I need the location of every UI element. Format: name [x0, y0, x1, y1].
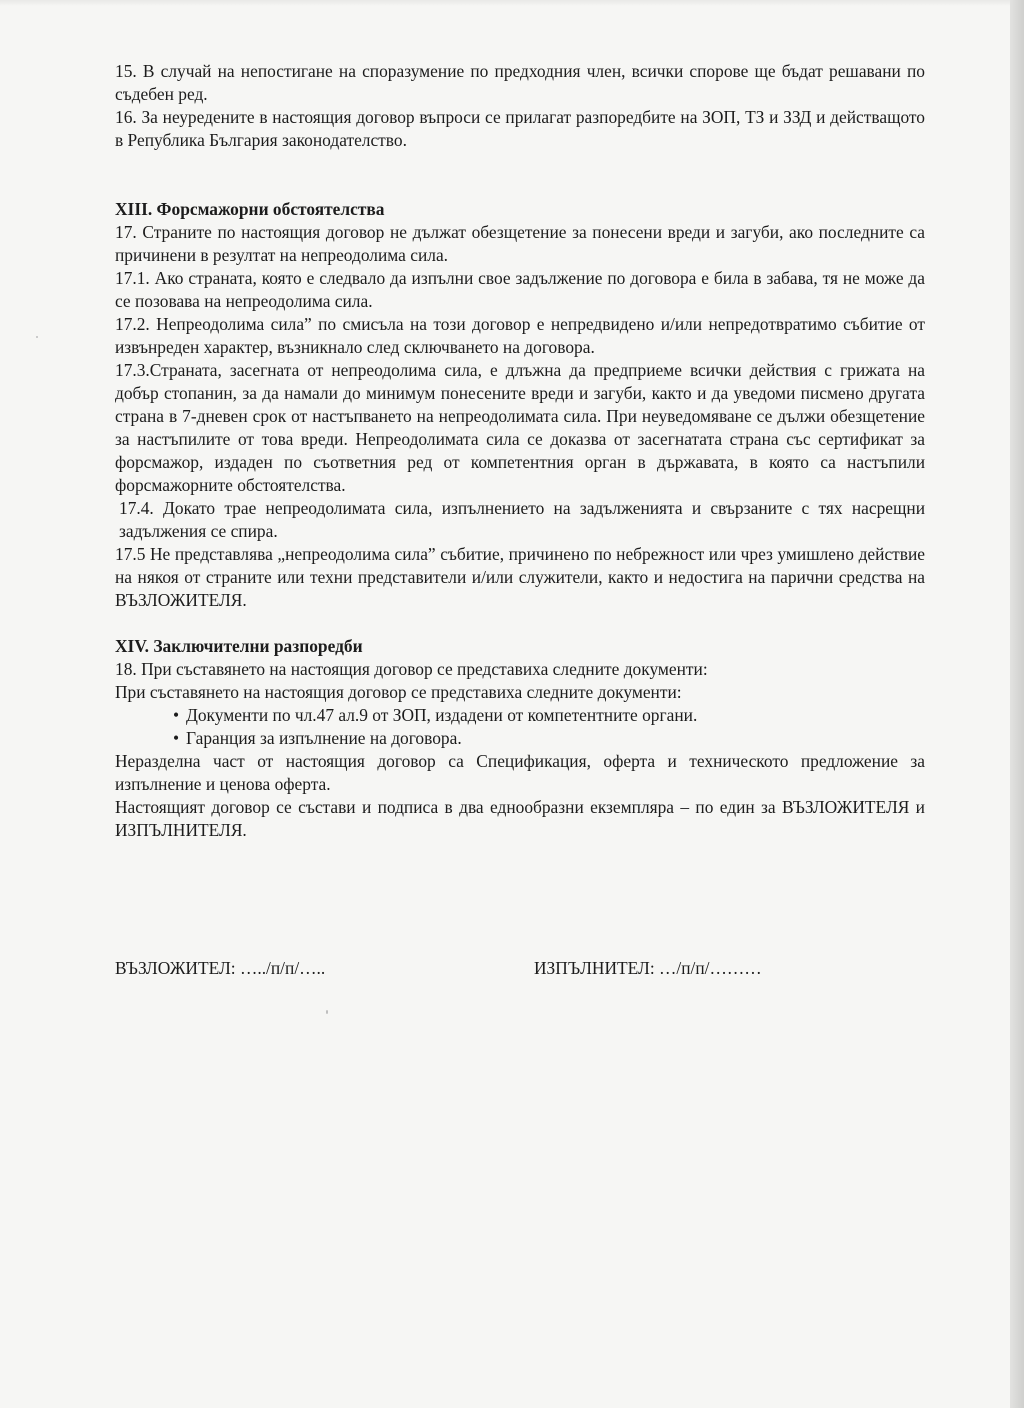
contractor-signature: ИЗПЪЛНИТЕЛ: …/п/п/……… [534, 958, 762, 978]
clause-17-3: 17.3.Страната, засегната от непреодолима сила, е длъжна да предприеме всички действия с грижата на добър стопанин, за да намали до минимум понесените вреди и загуби, както и да уведоми писмено другата страна в 7-дневен срок от настъпването на непреодолимата сила. При неуведомяване се дължи обезщетение за настъпилите от това вреди. Непреодолимата сила се доказва от засегнатата страна със сертификат за форсмажор, издаден по съответния ред от компетентния орган в държавата, в която са настъпили форсмажорните обстоятелства. [115, 360, 925, 495]
contracting-authority-signature: ВЪЗЛОЖИТЕЛ: …../п/п/….. [115, 958, 326, 978]
clause-18: 18. При съставянето на настоящия договор се представиха следните документи: [115, 659, 708, 679]
bullet-icon: • [173, 705, 180, 725]
spacer [115, 152, 925, 198]
section-14-title: XIV. Заключителни разпоредби [115, 636, 363, 656]
clause-17-5: 17.5 Не представлява „непреодолима сила” събитие, причинено по небрежност или чрез умишлено действие на някоя от страните или техни представители и/или служители, както и недостига на парични средства на ВЪЗЛОЖИТЕЛЯ. [115, 544, 925, 610]
page-right-edge [1010, 0, 1024, 1408]
clause-16: 16. За неуредените в настоящия договор въпроси се прилагат разпоредбите на ЗОП, ТЗ и ЗЗД и действащото в Република България законодателство. [115, 107, 925, 150]
list-item [115, 704, 925, 727]
clause-17-4: 17.4. Докато трае непреодолимата сила, изпълнението на задълженията и свързаните с тях насрещни задължения се спира. [119, 498, 925, 541]
clause-17: 17. Страните по настоящия договор не дължат обезщетение за понесени вреди и загуби, ако последните са причинени в резултат на непреодолима сила. [115, 222, 925, 265]
clause-15: 15. В случай на непостигане на споразумение по предходния член, всички спорове ще бъдат решавани по съдебен ред. [115, 61, 925, 104]
clause-17-2: 17.2. Непреодолима сила” по смисъла на този договор е непредвидено и/или непредотвратимо събитие от извънреден характер, възникнало след сключването на договора. [115, 314, 925, 357]
copies-text: Настоящият договор се състави и подписа в два еднообразни екземпляра – по един за ВЪЗЛОЖИТЕЛЯ и ИЗПЪЛНИТЕЛЯ. [115, 797, 925, 840]
clause-17-1: 17.1. Ако страната, която е следвало да изпълни свое задължение по договора е била в забава, тя не може да се позовава на непреодолима сила. [115, 268, 925, 311]
documents-list [115, 704, 925, 750]
bullet-icon: • [173, 728, 180, 748]
document-body [115, 60, 925, 842]
spacer [115, 612, 925, 635]
section-13-title: XIII. Форсмажорни обстоятелства [115, 199, 385, 219]
page-top-shadow [0, 0, 1024, 6]
scan-speck [326, 1010, 328, 1014]
integral-part-text: Неразделна част от настоящия договор са Спецификация, оферта и техническото предложение за изпълнение и ценова оферта. [115, 751, 925, 794]
list-item-text: Гаранция за изпълнение на договора. [186, 728, 462, 748]
list-item [115, 727, 925, 750]
documents-presented-line: При съставянето на настоящия договор се представиха следните документи: [115, 682, 682, 702]
scan-speck [36, 336, 38, 338]
list-item-text: Документи по чл.47 ал.9 от ЗОП, издадени от компетентните органи. [186, 705, 698, 725]
